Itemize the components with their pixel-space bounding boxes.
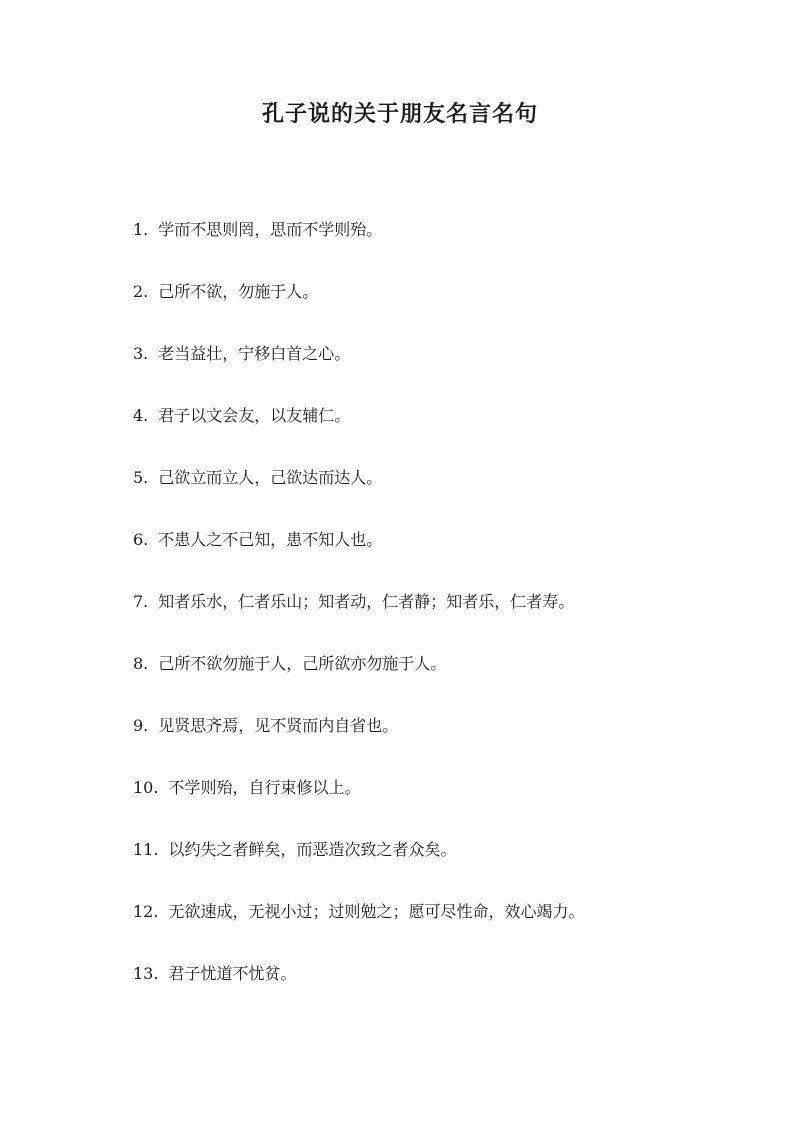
- quote-text: 己所不欲，勿施于人。: [158, 282, 319, 301]
- quote-item: [133, 402, 753, 464]
- quote-item: [133, 278, 753, 340]
- quote-text: 知者乐水，仁者乐山；知者动，仁者静；知者乐，仁者寿。: [158, 592, 575, 611]
- quote-item: [133, 464, 753, 526]
- quote-item: [133, 340, 753, 402]
- quote-text: 无欲速成，无视小过；过则勉之；愿可尽性命，效心竭力。: [168, 902, 585, 921]
- quote-text: 君子以文会友，以友辅仁。: [158, 406, 351, 425]
- quote-text: 学而不思则罔，思而不学则殆。: [158, 220, 383, 239]
- quote-item: [133, 960, 753, 1022]
- quote-text: 以约失之者鲜矣，而恶造次致之者众矣。: [168, 840, 457, 859]
- quote-number: 4.: [133, 406, 149, 425]
- quote-item: [133, 774, 753, 836]
- quote-text: 不学则殆，自行束修以上。: [168, 778, 361, 797]
- quote-number: 13.: [133, 964, 159, 983]
- quote-number: 3.: [133, 344, 149, 363]
- quote-item: [133, 836, 753, 898]
- quote-text: 君子忧道不忧贫。: [168, 964, 297, 983]
- quote-text: 不患人之不己知，患不知人也。: [158, 530, 383, 549]
- quote-number: 12.: [133, 902, 159, 921]
- document-title: 孔子说的关于朋友名言名句: [261, 101, 538, 127]
- quote-number: 8.: [133, 654, 149, 673]
- quote-text: 己所不欲勿施于人，己所欲亦勿施于人。: [158, 654, 447, 673]
- quote-number: 2.: [133, 282, 149, 301]
- quote-number: 10.: [133, 778, 159, 797]
- quote-number: 7.: [133, 592, 149, 611]
- quote-text: 见贤思齐焉，见不贤而内自省也。: [158, 716, 399, 735]
- quote-item: [133, 526, 753, 588]
- quote-item: [133, 898, 753, 960]
- quote-text: 己欲立而立人，己欲达而达人。: [158, 468, 383, 487]
- quote-list: [133, 216, 753, 1022]
- quote-number: 5.: [133, 468, 149, 487]
- quote-number: 9.: [133, 716, 149, 735]
- quote-text: 老当益壮，宁移白首之心。: [158, 344, 351, 363]
- quote-number: 1.: [133, 220, 149, 239]
- quote-item: [133, 216, 753, 278]
- quote-number: 6.: [133, 530, 149, 549]
- quote-number: 11.: [133, 840, 159, 859]
- quote-item: [133, 712, 753, 774]
- quote-item: [133, 588, 753, 650]
- quote-item: [133, 650, 753, 712]
